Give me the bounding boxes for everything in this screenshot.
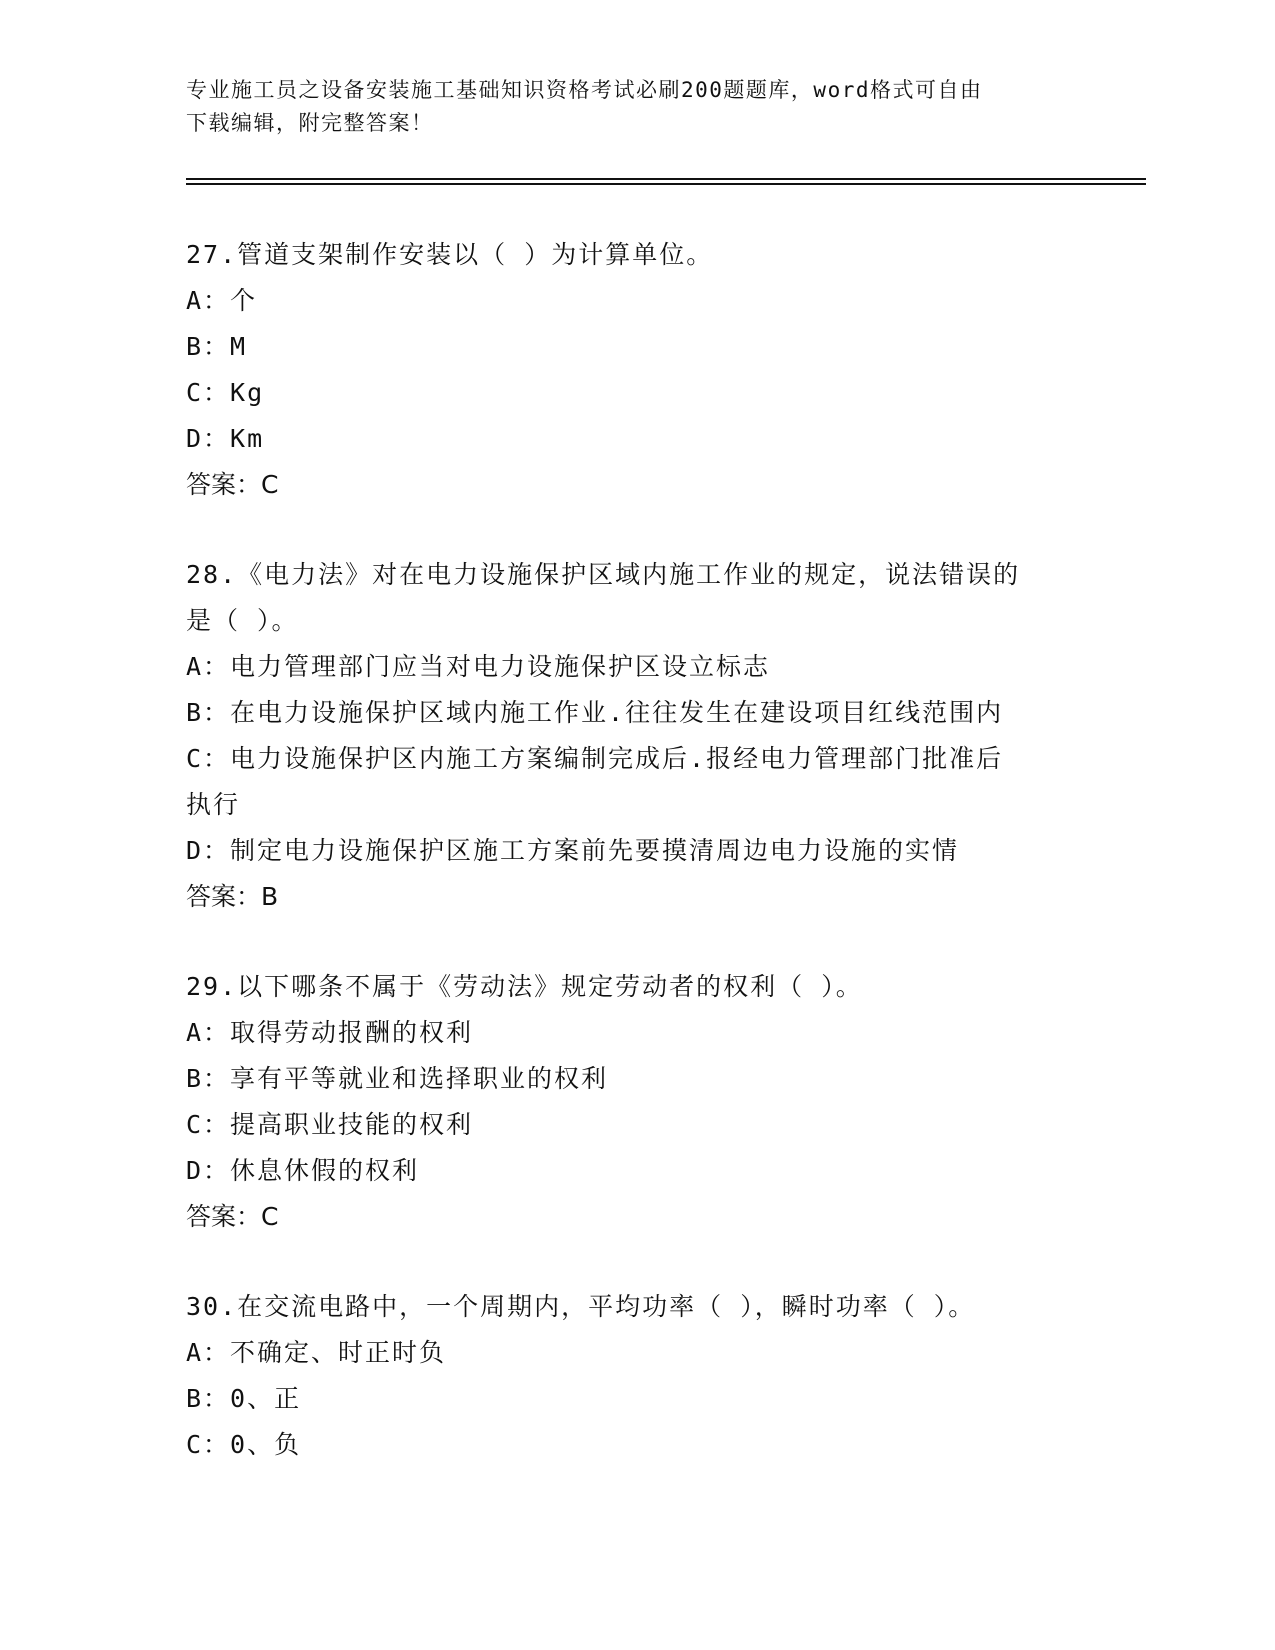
option-a: A：取得劳动报酬的权利 xyxy=(186,1018,474,1047)
answer: 答案：B xyxy=(186,882,279,911)
option-a: A：电力管理部门应当对电力设施保护区设立标志 xyxy=(186,652,771,681)
option-c: C：电力设施保护区内施工方案编制完成后.报经电力管理部门批准后 xyxy=(186,744,1004,773)
option-a: A：不确定、时正时负 xyxy=(186,1338,447,1367)
question-27 xyxy=(186,232,1086,508)
option-d: D：Km xyxy=(186,424,265,453)
option-a: A：个 xyxy=(186,286,258,315)
option-b: B：享有平等就业和选择职业的权利 xyxy=(186,1064,609,1093)
question-stem-line-2: 是（ ）。 xyxy=(186,606,299,635)
header-divider-top xyxy=(186,178,1146,180)
question-stem: 27.管道支架制作安装以（ ）为计算单位。 xyxy=(186,240,714,269)
question-29 xyxy=(186,964,1086,1240)
header-divider-bottom xyxy=(186,183,1146,185)
question-28 xyxy=(186,552,1086,920)
option-c-continuation: 执行 xyxy=(186,790,241,819)
question-stem: 30.在交流电路中，一个周期内，平均功率（ ），瞬时功率（ ）。 xyxy=(186,1292,976,1321)
option-d: D：制定电力设施保护区施工方案前先要摸清周边电力设施的实情 xyxy=(186,836,960,865)
header-line-2: 下载编辑，附完整答案！ xyxy=(186,111,434,135)
option-b: B：M xyxy=(186,332,248,361)
question-stem: 29.以下哪条不属于《劳动法》规定劳动者的权利（ ）。 xyxy=(186,972,863,1001)
option-c: C：提高职业技能的权利 xyxy=(186,1110,474,1139)
question-stem-line-1: 28.《电力法》对在电力设施保护区域内施工作业的规定，说法错误的 xyxy=(186,560,1021,589)
option-b: B：0、正 xyxy=(186,1384,302,1413)
question-30 xyxy=(186,1284,1086,1468)
option-b: B：在电力设施保护区域内施工作业.往往发生在建设项目红线范围内 xyxy=(186,698,1004,727)
header-line-1: 专业施工员之设备安装施工基础知识资格考试必刷200题题库，word格式可自由 xyxy=(186,78,983,102)
option-c: C：0、负 xyxy=(186,1430,302,1459)
option-d: D：休息休假的权利 xyxy=(186,1156,420,1185)
answer: 答案：C xyxy=(186,470,279,499)
answer: 答案：C xyxy=(186,1202,279,1231)
option-c: C：Kg xyxy=(186,378,265,407)
document-header xyxy=(186,74,1086,140)
